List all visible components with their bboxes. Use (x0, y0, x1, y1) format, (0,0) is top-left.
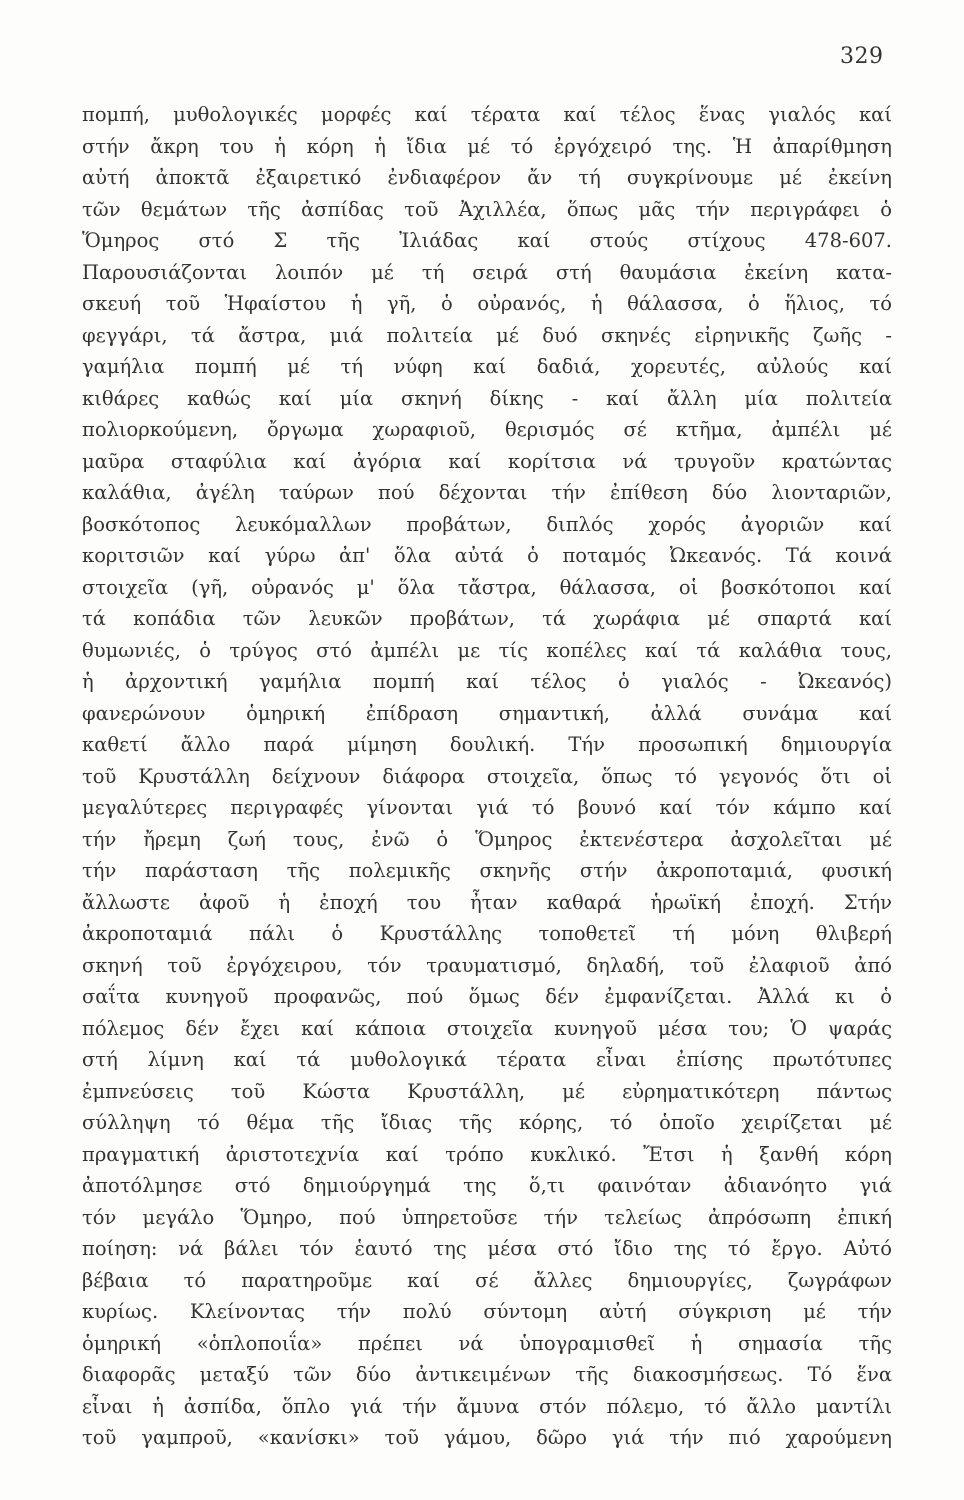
text-line: γαμήλια πομπή μέ τή νύφη καί δαδιά, χορευτές, αὐλούς καί (82, 355, 892, 378)
text-line: πόλεμος δέν ἔχει καί κάποια στοιχεῖα κυνηγοῦ μέσα του; Ὁ ψαράς (82, 1016, 892, 1040)
text-line: πραγματική ἀριστοτεχνία καί τρόπο κυκλικό. Ἔτσι ἡ ξανθή κόρη (82, 1142, 892, 1166)
text-line: τῶν θεμάτων τῆς ἀσπίδας τοῦ Ἀχιλλέα, ὅπως μᾶς τήν περιγράφει ὁ (82, 197, 892, 221)
text-line: σαΐτα κυνηγοῦ προφανῶς, πού ὅμως δέν ἐμφανίζεται. Ἀλλά κι ὁ (82, 985, 892, 1008)
text-line: βέβαια τό παρατηροῦμε καί σέ ἄλλες δημιουργίες, ζωγράφων (82, 1268, 892, 1292)
text-line: ὁμηρική «ὁπλοποιΐα» πρέπει νά ὑπογραμισθεῖ ἡ σημασία τῆς (82, 1331, 892, 1355)
text-line: κυρίως. Κλείνοντας τήν πολύ σύντομη αὐτή σύγκριση μέ τήν (82, 1300, 892, 1323)
text-line: τόν μεγάλο Ὅμηρο, πού ὑπηρετοῦσε τήν τελείως ἀπρόσωπη ἐπική (82, 1205, 892, 1229)
text-line: ἡ ἀρχοντική γαμήλια πομπή καί τέλος ὁ γιαλός - Ὠκεανός) (82, 670, 892, 693)
text-line: Παρουσιάζονται λοιπόν μέ τή σειρά στή θαυμάσια ἐκείνη κατα- (82, 260, 892, 284)
text-line: σκηνή τοῦ ἐργόχειρου, τόν τραυματισμό, δηλαδή, τοῦ ἐλαφιοῦ ἀπό (82, 953, 892, 977)
text-line: βοσκότοπος λευκόμαλλων προβάτων, διπλός χορός ἀγοριῶν καί (82, 512, 892, 536)
text-line: σκευή τοῦ Ἡφαίστου ἡ γῆ, ὁ οὐρανός, ἡ θάλασσα, ὁ ἥλιος, τό (82, 292, 892, 315)
text-line: στοιχεῖα (γῆ, οὐρανός μ' ὅλα τἄστρα, θάλασσα, οἱ βοσκότοποι καί (82, 575, 892, 599)
text-line: στήν ἄκρη του ἡ κόρη ἡ ἴδια μέ τό ἐργόχειρό της. Ἡ ἀπαρίθμηση (82, 134, 892, 158)
text-line: τοῦ γαμπροῦ, «κανίσκι» τοῦ γάμου, δῶρο γιά τήν πιό χαρούμενη (82, 1426, 892, 1449)
text-line: τά κοπάδια τῶν λευκῶν προβάτων, τά χωράφια μέ σπαρτά καί (82, 607, 892, 630)
text-line: τοῦ Κρυστάλλη δείχνουν διάφορα στοιχεῖα, ὅπως τό γεγονός ὅτι οἱ (82, 764, 892, 788)
body-text (82, 99, 892, 1454)
text-line: κιθάρες καθώς καί μία σκηνή δίκης - καί ἄλλη μία πολιτεία (82, 386, 892, 410)
text-line: εἶναι ἡ ἀσπίδα, ὅπλο γιά τήν ἄμυνα στόν πόλεμο, τό ἄλλο μαντίλι (82, 1394, 892, 1418)
text-line: σύλληψη τό θέμα τῆς ἴδιας τῆς κόρης, τό ὁποῖο χειρίζεται μέ (82, 1111, 892, 1134)
text-line: πομπή, μυθολογικές μορφές καί τέρατα καί τέλος ἕνας γιαλός καί (82, 103, 892, 126)
text-line: πολιορκούμενη, ὄργωμα χωραφιοῦ, θερισμός σέ κτῆμα, ἀμπέλι μέ (82, 418, 892, 441)
text-line: τήν ἤρεμη ζωή τους, ἐνῶ ὁ Ὅμηρος ἐκτενέστερα ἀσχολεῖται μέ (82, 827, 892, 851)
text-line: αὐτή ἀποκτᾶ ἐξαιρετικό ἐνδιαφέρον ἄν τή συγκρίνουμε μέ ἐκείνη (82, 166, 892, 189)
text-line: θυμωνιές, ὁ τρύγος στό ἀμπέλι με τίς κοπέλες καί τά καλάθια τους, (82, 638, 892, 662)
text-line: καθετί ἄλλο παρά μίμηση δουλική. Τήν προσωπική δημιουργία (82, 733, 892, 756)
text-line: μεγαλύτερες περιγραφές γίνονται γιά τό βουνό καί τόν κάμπο καί (82, 796, 892, 819)
text-line: ποίηση: νά βάλει τόν ἑαυτό της μέσα στό ἴδιο της τό ἔργο. Αὐτό (82, 1237, 892, 1260)
text-line: κοριτσιῶν καί γύρω ἀπ' ὅλα αὐτά ὁ ποταμός Ὠκεανός. Τά κοινά (82, 544, 892, 567)
text-line: στή λίμνη καί τά μυθολογικά τέρατα εἶναι ἐπίσης πρωτότυπες (82, 1048, 892, 1071)
text-line: διαφορᾶς μεταξύ τῶν δύο ἀντικειμένων τῆς διακοσμήσεως. Τό ἕνα (82, 1363, 892, 1386)
text-line: τήν παράσταση τῆς πολεμικῆς σκηνῆς στήν ἀκροποταμιά, φυσική (82, 859, 892, 882)
text-line: φανερώνουν ὁμηρική ἐπίδραση σημαντική, ἀλλά συνάμα καί (82, 701, 892, 725)
text-line: ἀκροποταμιά πάλι ὁ Κρυστάλλης τοποθετεῖ τή μόνη θλιβερή (82, 922, 892, 945)
text-line: ἐμπνεύσεις τοῦ Κώστα Κρυστάλλη, μέ εὐρηματικότερη πάντως (82, 1079, 892, 1103)
text-line: Ὅμηρος στό Σ τῆς Ἰλιάδας καί στούς στίχους 478-607. (82, 229, 892, 252)
text-line: φεγγάρι, τά ἄστρα, μιά πολιτεία μέ δυό σκηνές εἰρηνικῆς ζωῆς - (82, 323, 892, 347)
text-line: καλάθια, ἀγέλη ταύρων πού δέχονται τήν ἐπίθεση δύο λιονταριῶν, (82, 481, 892, 504)
text-line: μαῦρα σταφύλια καί ἀγόρια καί κορίτσια νά τρυγοῦν κρατώντας (82, 449, 892, 473)
text-line: ἀποτόλμησε στό δημιούργημά της ὅ,τι φαινόταν ἀδιανόητο γιά (82, 1174, 892, 1197)
text-line: ἄλλωστε ἀφοῦ ἡ ἐποχή του ἦταν καθαρά ἡρωϊκή ἐποχή. Στήν (82, 890, 892, 914)
page-number: 329 (840, 44, 884, 69)
